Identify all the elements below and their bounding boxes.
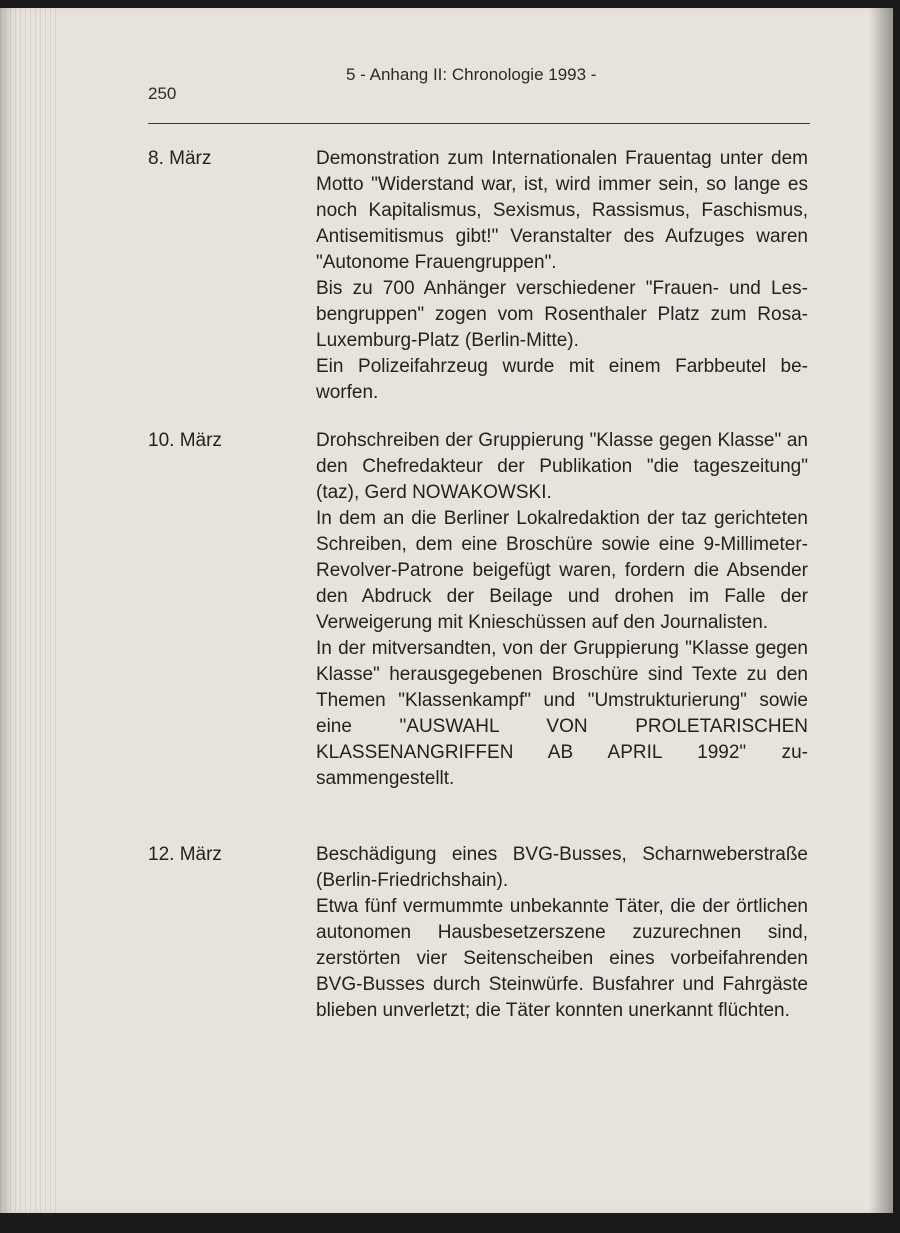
entry-body <box>316 428 808 792</box>
page-edge-stack <box>0 8 60 1213</box>
book-page <box>0 8 893 1213</box>
entry-paragraph: Bis zu 700 Anhänger verschiedener "Frauen- und Lesbengruppen" zogen vom Rosenthaler Platz zum Rosa-Luxemburg-Platz (Berlin-Mitte). <box>316 278 808 351</box>
entry-body <box>316 146 808 406</box>
entry-paragraph: In dem an die Berliner Lokalredaktion der taz gerichteten Schreiben, dem eine Broschüre sowie eine 9-Millimeter-Revolver-Patrone beigefügt waren, fordern die Absender den Abdruck der Beilage und drohen im Falle der Verweigerung mit Knieschüssen auf den Journalisten. <box>316 508 808 633</box>
entry-paragraph: Ein Polizeifahrzeug wurde mit einem Farbbeutel beworfen. <box>316 356 808 403</box>
entry-body <box>316 842 808 1024</box>
entry-date: 8. März <box>148 148 212 169</box>
running-title: 5 - Anhang II: Chronologie 1993 - <box>346 65 597 84</box>
entry-paragraph: In der mitversandten, von der Gruppierung "Klasse gegen Klasse" herausgegebenen Broschüre sind Texte zu den Themen "Klassenkampf" und "Umstrukturierung" sowie eine "AUSWAHL VON PROLETARISCHEN KLASSENANGRIFFEN AB APRIL 1992" zusammengestellt. <box>316 638 808 789</box>
entry-paragraph: Etwa fünf vermummte unbekannte Täter, die der örtlichen autonomen Hausbesetzerszene zuzurechnen sind, zerstörten vier Seitenscheiben eines vorbeifahrenden BVG-Busses durch Steinwürfe. Busfahrer und Fahrgäste blieben unverletzt; die Täter konnten unerkannt flüchten. <box>316 896 808 1021</box>
entry-date: 12. März <box>148 844 222 865</box>
page-number: 250 <box>148 84 177 103</box>
binding-shadow <box>869 8 893 1213</box>
entry-paragraph: Beschädigung eines BVG-Busses, Scharnweberstraße (Berlin-Friedrichshain). <box>316 844 808 891</box>
entry-paragraph: Drohschreiben der Gruppierung "Klasse gegen Klasse" an den Chefredakteur der Publikation "die tageszeitung" (taz), Gerd NOWAKOWSKI. <box>316 430 808 503</box>
header-rule <box>148 123 810 124</box>
entry-date: 10. März <box>148 430 222 451</box>
entry-paragraph: Demonstration zum Internationalen Frauentag unter dem Motto "Widerstand war, ist, wird immer sein, so lange es noch Kapitalismus, Sexismus, Rassismus, Faschismus, Antisemitismus gibt!" Veranstalter des Aufzuges waren "Autonome Frauengruppen". <box>316 148 808 273</box>
